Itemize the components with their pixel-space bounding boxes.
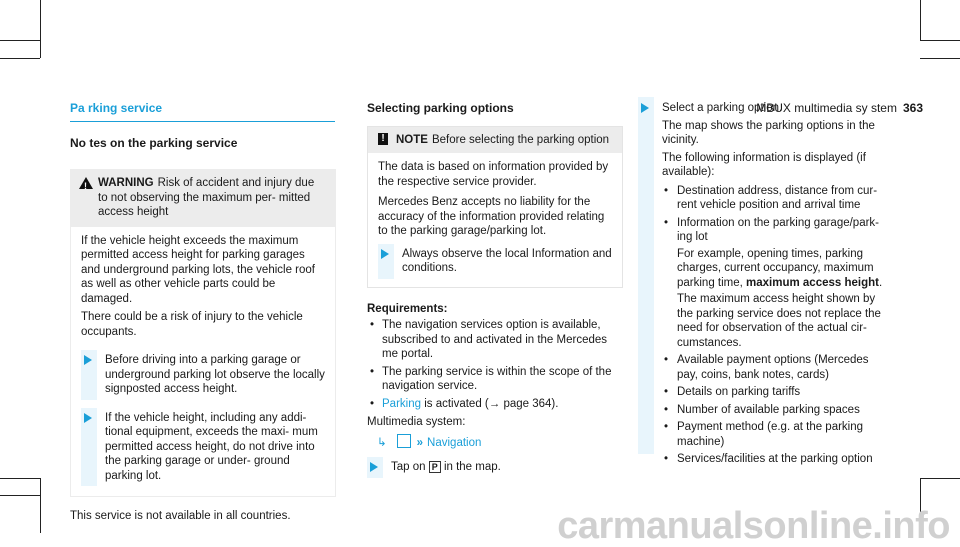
home-icon xyxy=(397,434,411,448)
note-paragraph: The data is based on information provided by the respective service provider. xyxy=(378,161,609,188)
instruction-step xyxy=(367,460,623,475)
crop-mark xyxy=(920,0,921,40)
navigation-link[interactable]: Navigation xyxy=(427,436,482,449)
note-headline: Before selecting the parking option xyxy=(431,133,610,146)
crop-mark xyxy=(40,478,41,533)
list-item: • Available payment options (Mercedes pay, coins, bank notes, cards) xyxy=(662,353,892,382)
section-title: Selecting parking options xyxy=(367,101,514,115)
note-text: . xyxy=(878,276,883,289)
crop-mark xyxy=(920,40,960,41)
warning-headline: Risk of accident and injury due to not observing the maximum per‐ mitted access height xyxy=(98,177,315,218)
note-text: For example, opening times, parking charges, current occupancy, maximum parking time, xyxy=(677,247,874,289)
crop-mark xyxy=(40,40,41,58)
page-number: 363 xyxy=(902,101,923,115)
list-item: • Number of available parking spaces xyxy=(662,403,892,418)
step-text: Tap on xyxy=(391,461,429,473)
list-item: • The navigation services option is available, subscribed to and activated in the Mercedes me portal. xyxy=(367,318,623,362)
step-text: If the vehicle height, including any addi‐ tional equipment, exceeds the maxi‐ mum permitted access height, do not drive into the parking garage or under‐ ground parking lot. xyxy=(105,411,318,482)
column-right xyxy=(638,101,892,470)
step-text: Select a parking option. xyxy=(662,102,783,114)
list-item: • Destination address, distance from cur‐ rent vehicle position and arrival time xyxy=(662,184,892,213)
warning-paragraph: If the vehicle height exceeds the maximum permitted access height for parking garages and underground parking lots, the vehicle roof as well as other vehicle parts could be damaged. xyxy=(81,234,315,305)
list-item: • Payment method (e.g. at the parking machine) xyxy=(662,420,892,449)
warning-triangle-icon: ! xyxy=(79,177,93,189)
note-header xyxy=(368,127,622,154)
instruction-step xyxy=(638,101,892,467)
crop-mark xyxy=(0,40,40,41)
requirements-list xyxy=(367,318,623,411)
crop-mark xyxy=(0,58,40,59)
section-title: Pa rking service xyxy=(70,101,335,122)
list-item xyxy=(662,216,892,351)
column-middle xyxy=(367,101,623,475)
step-arrow-icon xyxy=(381,249,389,259)
column-left xyxy=(70,101,336,524)
list-item xyxy=(367,397,623,412)
list-item-text: • Information on the parking garage/park‐ ing lot xyxy=(677,216,880,243)
note-label: NOTE xyxy=(396,133,428,146)
crop-mark xyxy=(920,58,960,59)
crop-mark xyxy=(0,478,40,479)
crop-mark xyxy=(920,478,960,479)
note-paragraph: Mercedes Benz accepts no liability for the accuracy of the information provided relating to the parking garage/parking lot. xyxy=(378,196,605,237)
list-item-note xyxy=(677,247,892,291)
list-item-text: is activated (→ page 364). xyxy=(421,397,559,410)
warning-paragraph: There could be a risk of injury to the vehicle occupants. xyxy=(81,311,303,338)
instruction-step xyxy=(81,353,325,397)
warning-body xyxy=(70,227,336,498)
instruction-step xyxy=(378,247,612,276)
header-title: MBUX multimedia sy stem xyxy=(756,101,897,115)
step-arrow-icon xyxy=(84,355,92,365)
availability-note: This service is not available in all countries. xyxy=(70,510,291,522)
note-body xyxy=(368,153,622,287)
path-label: Multimedia system: xyxy=(367,416,466,428)
warning-header xyxy=(70,169,336,227)
path-arrow-icon: ↳ xyxy=(377,436,387,449)
list-item: • Services/facilities at the parking option xyxy=(662,452,892,467)
note-icon: ! xyxy=(378,133,388,145)
parking-link[interactable]: Parking xyxy=(382,397,421,410)
warning-label: WARNING xyxy=(98,177,154,189)
step-arrow-icon xyxy=(370,462,378,472)
note-box xyxy=(367,126,623,288)
step-text: Before driving into a parking garage or underground parking lot observe the locally signposted access height. xyxy=(105,354,325,395)
step-arrow-icon xyxy=(84,413,92,423)
step-text: The following information is displayed (if available): xyxy=(662,151,866,178)
parking-key-icon: P xyxy=(429,461,441,473)
instruction-step xyxy=(81,411,325,484)
menu-path xyxy=(367,434,623,451)
step-text: in the map. xyxy=(440,461,501,473)
step-arrow-icon xyxy=(641,103,649,113)
note-bold-text: maximum access height xyxy=(746,276,879,289)
crop-mark xyxy=(0,495,40,496)
step-text: Always observe the local Information and conditions. xyxy=(402,247,612,274)
watermark-text: carmanualsonline.info xyxy=(557,504,950,547)
list-item: • Details on parking tariffs xyxy=(662,385,892,400)
info-list xyxy=(662,184,892,467)
list-item-note: The maximum access height shown by the parking service does not replace the need for observation of the actual cir‐ cumstances. xyxy=(677,293,881,349)
step-text: The map shows the parking options in the vicinity. xyxy=(662,119,875,146)
double-chevron-icon: » xyxy=(416,436,424,449)
warning-box xyxy=(70,169,336,497)
requirements-title: Requirements: xyxy=(367,302,448,315)
list-item: • The parking service is within the scope of the navigation service. xyxy=(367,365,623,394)
crop-mark xyxy=(40,0,41,40)
subsection-title: No tes on the parking service xyxy=(70,135,238,150)
